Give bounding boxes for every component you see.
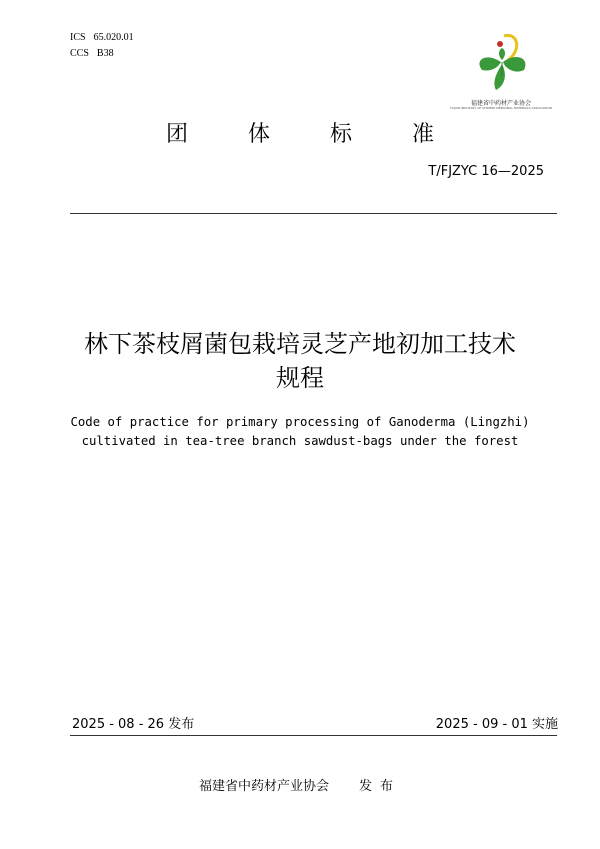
standard-type-heading [0,117,600,148]
ccs-label: CCS [70,48,89,59]
classification-codes [70,30,134,62]
footer-divider [70,735,557,736]
title-en-line2: cultivated in tea-tree branch sawdust-bags under the forest [81,434,519,448]
logo-name-en: FUJIAN INDUSTRY OF CHINESE MEDICINAL MATERIALS ASSOCIATION [450,106,552,110]
publisher-line [0,775,600,794]
publish-date: 2025 - 08 - 26 发布 [72,717,195,732]
issue-label: 发布 [359,779,402,794]
title-en-line1: Code of practice for primary processing of Ganoderma (Lingzhi) [70,415,530,429]
leaf-logo-icon [446,30,556,96]
ccs-code: B38 [96,48,114,59]
title-cn-line2: 规程 [276,364,324,392]
header-divider [70,213,557,214]
standard-type-char: 准 [412,122,435,147]
ics-code: 65.020.01 [93,32,134,43]
title-chinese [0,327,600,395]
standard-number: T/FJZYC 16—2025 [428,164,544,179]
title-cn-line1: 林下茶枝屑菌包栽培灵芝产地初加工技术 [84,330,516,358]
ics-line [70,30,134,46]
implement-date: 2025 - 09 - 01 实施 [435,717,558,732]
standard-type-char: 体 [247,122,270,147]
standard-type-char: 标 [330,122,353,147]
association-logo [446,30,556,110]
logo-name-cn: 福建省中药材产业协会 [470,100,531,107]
publisher-name: 福建省中药材产业协会 [198,779,329,794]
title-english [0,413,600,451]
ccs-line [70,46,134,62]
ics-label: ICS [70,32,86,43]
standard-type-char: 团 [165,122,188,147]
